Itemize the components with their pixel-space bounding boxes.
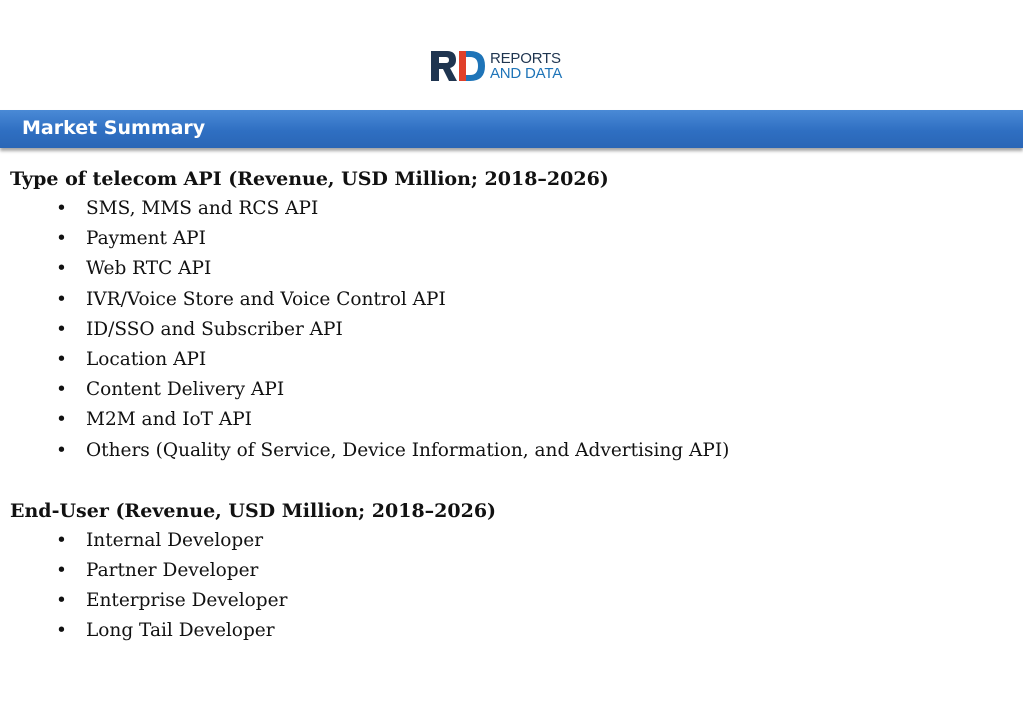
bullet-icon: • <box>56 409 67 431</box>
section-type-of-telecom-api <box>10 164 1010 466</box>
bullet-icon: • <box>56 349 67 371</box>
list-item-text: Long Tail Developer <box>86 620 275 642</box>
section-spacer <box>10 466 1010 496</box>
section-heading: End-User (Revenue, USD Million; 2018–2026) <box>10 499 497 522</box>
list-item <box>10 375 1010 405</box>
list-item <box>10 436 1010 466</box>
list-item <box>10 586 1010 616</box>
list-item-text: IVR/Voice Store and Voice Control API <box>86 288 446 310</box>
bullet-icon: • <box>56 620 67 642</box>
section-heading: Type of telecom API (Revenue, USD Million; 2018–2026) <box>10 168 609 190</box>
bullet-icon: • <box>56 318 67 340</box>
list-item-text: Content Delivery API <box>86 379 285 401</box>
list-item <box>10 285 1010 315</box>
reports-and-data-logo <box>430 50 562 82</box>
list-item <box>10 405 1010 435</box>
list-item-text: Partner Developer <box>86 560 259 582</box>
bullet-icon: • <box>56 288 67 310</box>
bullet-icon: • <box>56 529 67 551</box>
bullet-icon: • <box>56 590 67 612</box>
bullet-list <box>10 194 1010 466</box>
section-end-user <box>10 496 1010 647</box>
list-item <box>10 194 1010 224</box>
logo-line-1: REPORTS <box>490 50 561 67</box>
list-item <box>10 556 1010 586</box>
page-title: Market Summary <box>22 117 206 139</box>
list-item-text: ID/SSO and Subscriber API <box>86 318 343 340</box>
rd-logo-mark-icon <box>430 50 486 82</box>
list-item <box>10 616 1010 646</box>
list-item-text: Payment API <box>86 228 206 250</box>
bullet-list <box>10 526 1010 647</box>
bullet-icon: • <box>56 439 67 461</box>
bullet-icon: • <box>56 258 67 280</box>
logo-text <box>490 51 562 81</box>
list-item-text: Web RTC API <box>86 258 212 280</box>
list-item-text: Others (Quality of Service, Device Information, and Advertising API) <box>86 439 730 461</box>
market-summary-content <box>10 164 1010 647</box>
list-item <box>10 526 1010 556</box>
list-item-text: SMS, MMS and RCS API <box>86 198 319 219</box>
list-item <box>10 345 1010 375</box>
list-item-text: M2M and IoT API <box>86 409 252 431</box>
list-item-text: Location API <box>86 349 207 371</box>
bullet-icon: • <box>56 228 67 250</box>
bullet-icon: • <box>56 560 67 582</box>
list-item <box>10 315 1010 345</box>
bullet-icon: • <box>56 198 67 219</box>
list-item <box>10 254 1010 284</box>
title-banner <box>0 110 1023 148</box>
list-item-text: Internal Developer <box>86 529 264 551</box>
list-item-text: Enterprise Developer <box>86 590 288 612</box>
logo-line-2: AND DATA <box>490 65 563 82</box>
list-item <box>10 224 1010 254</box>
bullet-icon: • <box>56 379 67 401</box>
